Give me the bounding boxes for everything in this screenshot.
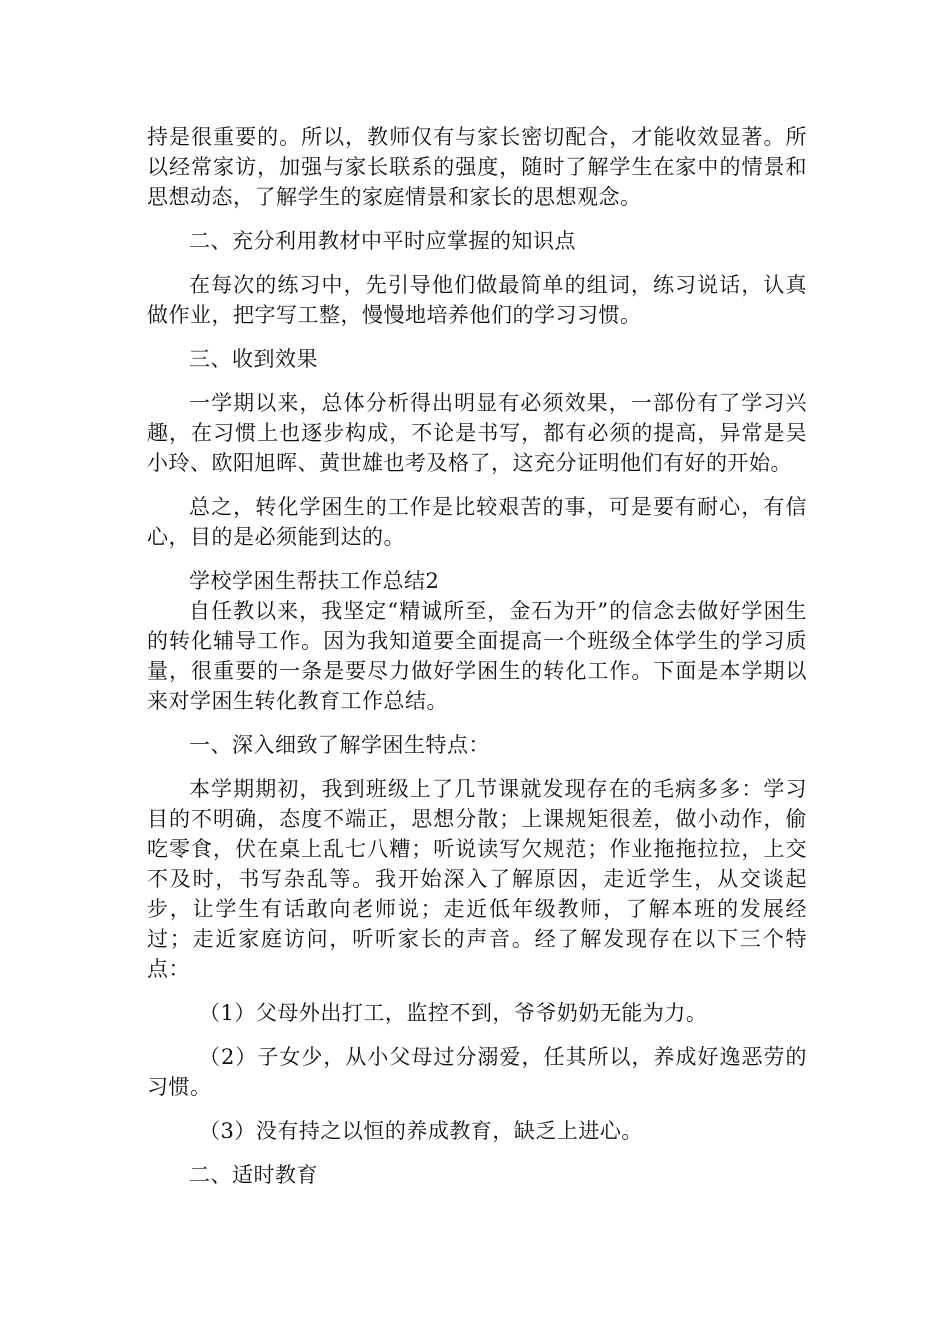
section-heading-3: 三、收到效果 (189, 347, 318, 371)
paragraph-results: 一学期以来，总体分析得出明显有必须效果，一部份有了学习兴趣，在习惯上也逐步构成，不论是书写，都有必须的提高，异常是吴小玲、欧阳旭晖、黄世雄也考及格了，这充分证明他们有好的开始。 (147, 391, 807, 475)
paragraph-intro: 自任教以来，我坚定“精诚所至，金石为开”的信念去做好学困生的转化辅导工作。因为我知道要全面提高一个班级全体学生的学习质量，很重要的一条是要尽力做好学困生的转化工作。下面是本学期以来对学困生转化教育工作总结。 (147, 599, 807, 713)
paragraph-observations: 本学期期初，我到班级上了几节课就发现存在的毛病多多：学习目的不明确，态度不端正，思想分散；上课规矩很差，做小动作，偷吃零食，伏在桌上乱七八糟；听说读写欠规范；作业拖拖拉拉，上交不及时，书写杂乱等。我开始深入了解原因，走近学生，从交谈起步，让学生有话敢向老师说；走近低年级教师，了解本班的发展经过；走近家庭访问，听听家长的声音。经了解发现存在以下三个特点： (147, 777, 807, 981)
paragraph-conclusion: 总之，转化学困生的工作是比较艰苦的事，可是要有耐心，有信心，目的是必须能到达的。 (147, 495, 807, 549)
section-heading-2: 二、充分利用教材中平时应掌握的知识点 (189, 229, 576, 253)
paragraph-continuation: 持是很重要的。所以，教师仅有与家长密切配合，才能收效显著。所以经常家访，加强与家长联系的强度，随时了解学生在家中的情景和思想动态，了解学生的家庭情景和家长的思想观念。 (147, 125, 807, 209)
paragraph-practice: 在每次的练习中，先引导他们做最简单的组词，练习说话，认真做作业，把字写工整，慢慢地培养他们的学习习惯。 (147, 273, 807, 327)
document-body (147, 122, 807, 1190)
section-heading-1: 一、深入细致了解学困生特点： (189, 733, 490, 757)
document-subtitle: 学校学困生帮扶工作总结2 (189, 569, 440, 593)
list-item-3: （3）没有持之以恒的养成教育，缺乏上进心。 (199, 1119, 643, 1143)
list-item-1: （1）父母外出打工，监控不到，爷爷奶奶无能为力。 (199, 1001, 708, 1025)
section-heading-timely-education: 二、适时教育 (189, 1163, 318, 1187)
list-item-2: （2）子女少，从小父母过分溺爱，任其所以，养成好逸恶劳的习惯。 (147, 1045, 807, 1099)
